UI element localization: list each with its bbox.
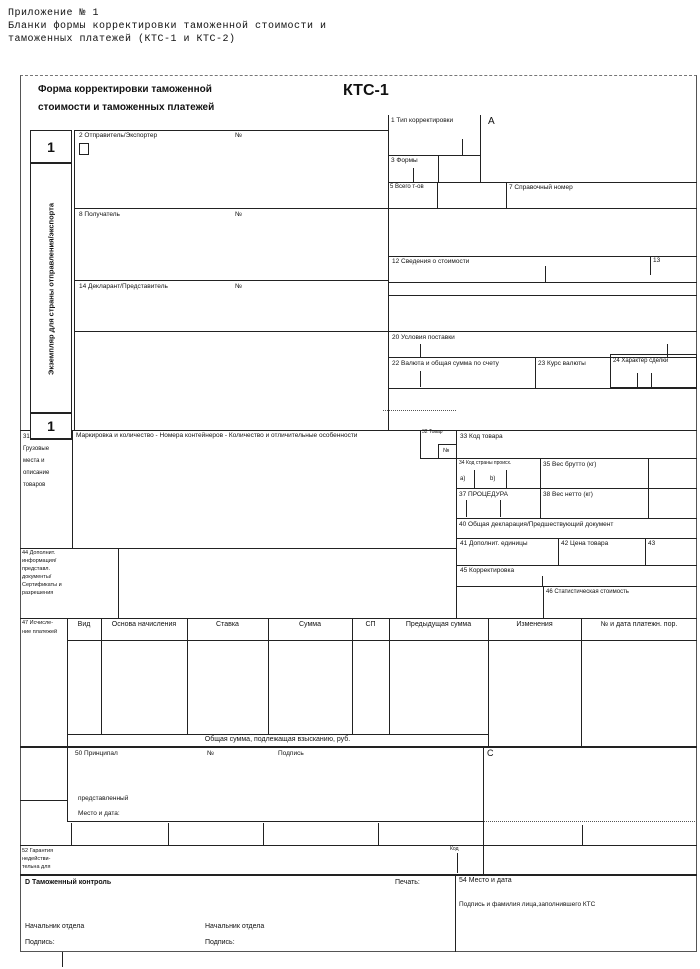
line xyxy=(558,538,559,565)
box-37-label: 37 ПРОЦЕДУРА xyxy=(459,491,508,498)
line xyxy=(438,444,439,458)
tick xyxy=(71,823,72,845)
box-2-checkbox xyxy=(79,143,89,155)
appendix-line-1: Приложение № 1 xyxy=(8,8,100,19)
line xyxy=(20,845,697,846)
line xyxy=(540,458,541,518)
box-12-label: 12 Сведения о стоимости xyxy=(392,258,470,265)
signature-label-1: Подпись: xyxy=(25,939,55,946)
line xyxy=(20,874,697,876)
box-33-label: 33 Код товара xyxy=(460,433,503,440)
tick xyxy=(168,823,169,845)
copy-number-bottom: 1 xyxy=(30,412,72,439)
line xyxy=(645,538,646,565)
form-code: КТС-1 xyxy=(343,82,389,99)
tick xyxy=(420,344,421,357)
line xyxy=(118,548,119,618)
box-2-label: 2 Отправитель/Экспортер xyxy=(79,132,158,139)
line xyxy=(650,256,651,275)
box-34-label: 34 Код страны происх. xyxy=(459,460,512,466)
line xyxy=(67,618,68,747)
box-14-no: № xyxy=(235,283,242,290)
box-14-label: 14 Декларант/Представитель xyxy=(79,283,168,290)
line xyxy=(456,430,457,618)
line xyxy=(62,952,63,967)
box-38-label: 38 Вес нетто (кг) xyxy=(543,491,593,498)
line xyxy=(74,130,389,131)
col-header-izmeneniya: Изменения xyxy=(516,621,553,628)
line xyxy=(648,458,649,518)
box-24-label: 24 Характер сделки xyxy=(613,358,669,364)
tick xyxy=(542,576,543,587)
box-52-line-2: недействи- xyxy=(22,856,51,862)
line xyxy=(480,115,481,182)
box-34-a: a) xyxy=(460,476,466,482)
col-header-summa: Сумма xyxy=(299,621,321,628)
box-20-label: 20 Условия поставки xyxy=(392,334,455,341)
box-32-label: 32 Товар xyxy=(422,429,443,435)
copy-number-top: 1 xyxy=(30,130,72,164)
sign-name-label: Подпись и фамилия лица,заполнившего КТС xyxy=(459,901,596,908)
line xyxy=(352,618,353,734)
tick xyxy=(474,470,475,488)
line xyxy=(187,618,188,734)
section-c-letter: С xyxy=(487,748,494,758)
line xyxy=(420,458,697,459)
form-title-line-1: Форма корректировки таможенной xyxy=(38,84,212,95)
box-34-b: b) xyxy=(490,476,496,482)
appendix-line-3: таможенных платежей (КТС-1 и КТС-2) xyxy=(8,34,236,45)
box-31-line-1: 31 xyxy=(23,434,30,440)
line xyxy=(438,444,456,445)
line xyxy=(388,115,389,430)
col-header-osnova: Основа начисления xyxy=(111,621,177,628)
line xyxy=(388,295,697,296)
box-35-label: 35 Вес брутто (кг) xyxy=(543,461,597,468)
tick xyxy=(457,853,458,873)
tick xyxy=(420,371,421,387)
col-header-payment-doc: № и дата платежн. пор. xyxy=(600,621,678,628)
tick xyxy=(466,500,467,517)
line xyxy=(67,747,68,821)
dept-head-label-2: Начальник отдела xyxy=(205,923,265,930)
box-44-line-4: документы/ xyxy=(22,574,52,580)
form-title-line-2: стоимости и таможенных платежей xyxy=(38,102,215,113)
box-50-no: № xyxy=(207,750,214,757)
line xyxy=(456,488,697,489)
box-43-label: 43 xyxy=(648,540,656,547)
line xyxy=(20,746,697,748)
box-41-label: 41 Дополнит. единицы xyxy=(460,540,528,547)
box-1-label: 1 Тип корректировки xyxy=(391,117,454,124)
line xyxy=(20,430,697,431)
box-7-label: 7 Справочный номер xyxy=(509,184,573,191)
box-8-label: 8 Получатель xyxy=(79,211,120,218)
line xyxy=(438,155,439,182)
box-42-label: 42 Цена товара xyxy=(561,540,609,547)
box-31-line-5: товаров xyxy=(23,482,46,488)
box-47-line-2: ние платежей xyxy=(22,629,58,635)
line xyxy=(388,182,697,183)
dept-head-label-1: Начальник отдела xyxy=(25,923,85,930)
line xyxy=(74,208,697,209)
line xyxy=(455,875,456,952)
line xyxy=(388,282,697,283)
line xyxy=(456,518,697,519)
signature-label-2: Подпись: xyxy=(205,939,235,946)
line xyxy=(456,538,697,539)
line xyxy=(456,586,697,587)
line xyxy=(506,182,507,208)
box-46-label: 46 Статистическая стоимость xyxy=(546,589,629,595)
box-50-presented: представленный xyxy=(78,795,129,802)
box-44-line-5: Сертификаты и xyxy=(22,582,62,588)
box-44-line-3: представл. xyxy=(22,566,50,572)
line xyxy=(483,747,484,875)
line xyxy=(74,130,75,430)
box-2-no: № xyxy=(235,132,242,139)
box-5-label: 5 Всего т-ов xyxy=(390,184,424,190)
box-50-place: Место и дата: xyxy=(78,810,120,817)
line xyxy=(67,821,483,822)
box-31-line-4: описание xyxy=(23,470,50,476)
line xyxy=(388,388,697,389)
box-47-line-1: 47 Исчисле- xyxy=(22,620,54,626)
box-23-label: 23 Курс валюты xyxy=(538,360,586,367)
line xyxy=(581,618,582,747)
box-45-label: 45 Корректировка xyxy=(460,567,515,574)
line xyxy=(101,618,102,734)
box-54-label: 54 Место и дата xyxy=(459,877,512,884)
seal-label: Печать: xyxy=(395,879,420,886)
line xyxy=(20,800,67,801)
box-44-line-1: 44 Дополнит. xyxy=(22,550,56,556)
col-header-prev-summa: Предыдущая сумма xyxy=(405,621,472,628)
line xyxy=(389,618,390,734)
box-40-label: 40 Общая декларация/Предшествующий документ xyxy=(459,521,614,528)
line xyxy=(456,565,697,566)
box-22-label: 22 Валюта и общая сумма по счету xyxy=(392,360,499,367)
line xyxy=(20,618,697,619)
col-header-vid: Вид xyxy=(77,621,91,628)
col-header-stavka: Ставка xyxy=(216,621,239,628)
box-31-line-2: Грузовые xyxy=(23,446,50,452)
line xyxy=(268,618,269,734)
box-44-line-6: разрешения xyxy=(22,590,54,596)
line xyxy=(488,618,489,747)
tick xyxy=(582,825,583,845)
box-52-line-3: тельна для xyxy=(22,864,51,870)
tick xyxy=(462,139,463,155)
box-3-label: 3 Формы xyxy=(391,157,418,164)
line xyxy=(74,331,697,332)
tick xyxy=(263,823,264,845)
box-31-marking-label: Маркировка и количество - Номера контейнеров - Количество и отличительные особенности xyxy=(76,432,358,439)
line xyxy=(20,548,456,549)
line xyxy=(420,430,421,458)
box-52-code-label: Код xyxy=(450,846,459,852)
col-header-sp: СП xyxy=(365,621,376,628)
line xyxy=(67,734,488,735)
table-total-label: Общая сумма, подлежащая взысканию, руб. xyxy=(204,736,351,743)
tick xyxy=(506,470,507,488)
box-8-no: № xyxy=(235,211,242,218)
box-31-line-3: места и xyxy=(23,458,45,464)
line xyxy=(437,182,438,208)
box-50-sign: Подпись xyxy=(278,750,304,757)
tick xyxy=(545,266,546,282)
box-13-label: 13 xyxy=(653,257,661,264)
section-d-label: D Таможенный контроль xyxy=(25,879,112,886)
line xyxy=(74,280,389,281)
line xyxy=(72,430,73,548)
box-44-line-2: информация/ xyxy=(22,558,57,564)
box-52-line-1: 52 Гарантия xyxy=(22,848,54,854)
tick xyxy=(413,168,414,182)
line xyxy=(535,357,536,388)
line xyxy=(543,586,544,618)
dotted-line xyxy=(483,821,697,822)
tick xyxy=(378,823,379,845)
box-32-no: № xyxy=(443,448,450,454)
appendix-line-2: Бланки формы корректировки таможенной стоимости и xyxy=(8,21,327,32)
line xyxy=(388,155,480,156)
dotted-line xyxy=(383,410,456,411)
box-50-label: 50 Принципал xyxy=(75,750,118,757)
line xyxy=(67,640,697,641)
tick xyxy=(500,500,501,517)
copy-strip-text: Экземпляр для страны отправления/экспорта xyxy=(46,203,56,375)
section-a-letter: А xyxy=(488,116,495,127)
